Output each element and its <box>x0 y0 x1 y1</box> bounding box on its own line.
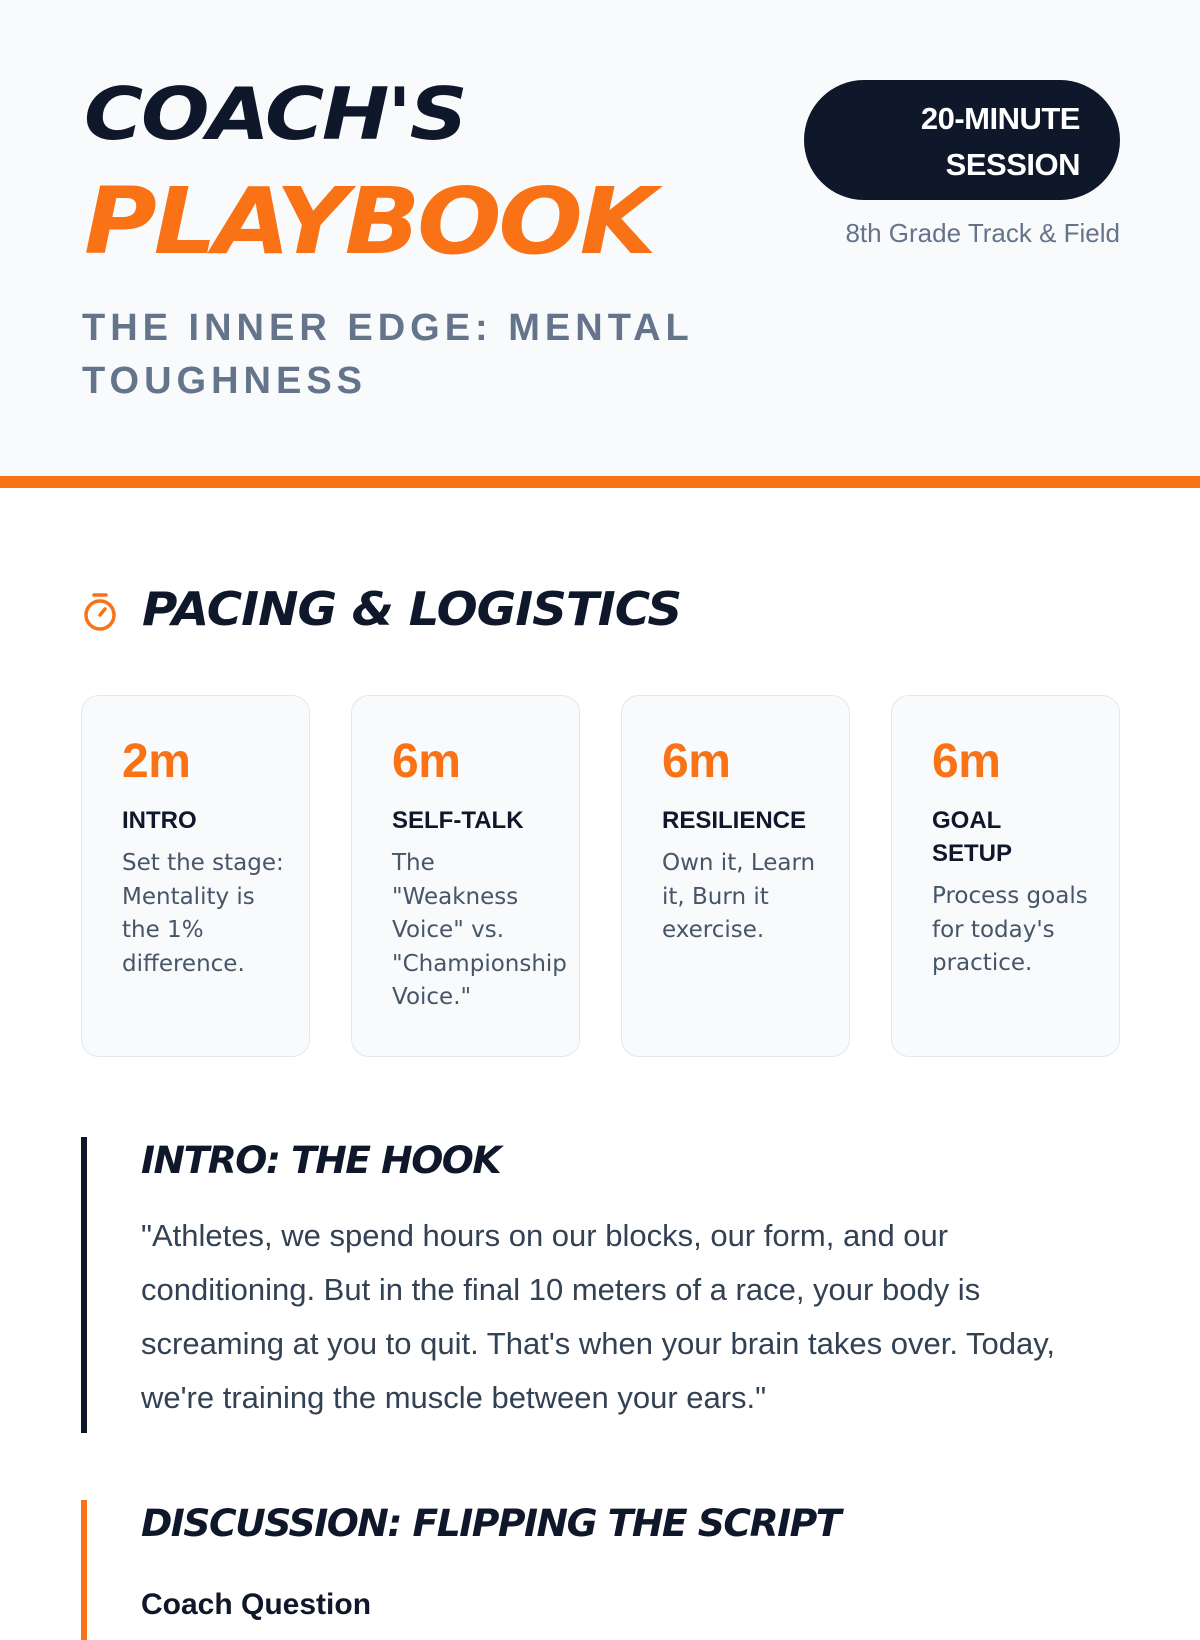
pacing-section-header <box>82 582 682 636</box>
card-duration: 6m <box>662 735 731 788</box>
pacing-cards <box>81 695 1121 1057</box>
discussion-title: DISCUSSION: FLIPPING THE SCRIPT <box>141 1502 840 1545</box>
card-description: Process goals for today's practice. <box>932 883 1088 976</box>
grade-label: 8th Grade Track & Field <box>845 218 1120 248</box>
intro-hook-quote: "Athletes, we spend hours on our blocks, our form, and our conditioning. But in the final 10 meters of a race, your body is screaming at you to quit. That's when your brain takes over. Today, we're training the muscle between your ears." <box>141 1218 1056 1415</box>
card-description: Set the stage: Mentality is the 1% difference. <box>122 850 284 977</box>
intro-hook-block <box>81 1137 1121 1433</box>
pacing-card-resilience <box>621 695 850 1057</box>
card-label: INTRO <box>122 807 197 834</box>
discussion-block <box>81 1500 1121 1640</box>
card-label: SELF-TALK <box>392 807 524 834</box>
session-badge: 20-MINUTE SESSION <box>804 80 1120 200</box>
card-duration: 6m <box>932 735 1001 788</box>
coach-question-label: Coach Question <box>141 1588 372 1621</box>
pacing-section-title: PACING & LOGISTICS <box>142 582 682 636</box>
stopwatch-icon <box>82 592 118 632</box>
header <box>0 0 1200 488</box>
card-label: GOAL SETUP <box>932 807 1013 867</box>
pacing-card-self-talk <box>351 695 580 1057</box>
card-label: RESILIENCE <box>662 807 807 834</box>
title-playbook: PLAYBOOK <box>84 168 654 275</box>
card-duration: 2m <box>122 735 191 788</box>
page-subtitle: THE INNER EDGE: MENTAL TOUGHNESS <box>82 307 694 402</box>
title-coachs: COACH'S <box>84 72 466 156</box>
intro-hook-title: INTRO: THE HOOK <box>141 1139 501 1182</box>
card-description: The "Weakness Voice" vs. "Championship Voice." <box>392 850 567 1010</box>
card-duration: 6m <box>392 735 461 788</box>
pacing-card-goal-setup <box>891 695 1120 1057</box>
card-description: Own it, Learn it, Burn it exercise. <box>662 850 816 943</box>
pacing-card-intro <box>81 695 310 1057</box>
